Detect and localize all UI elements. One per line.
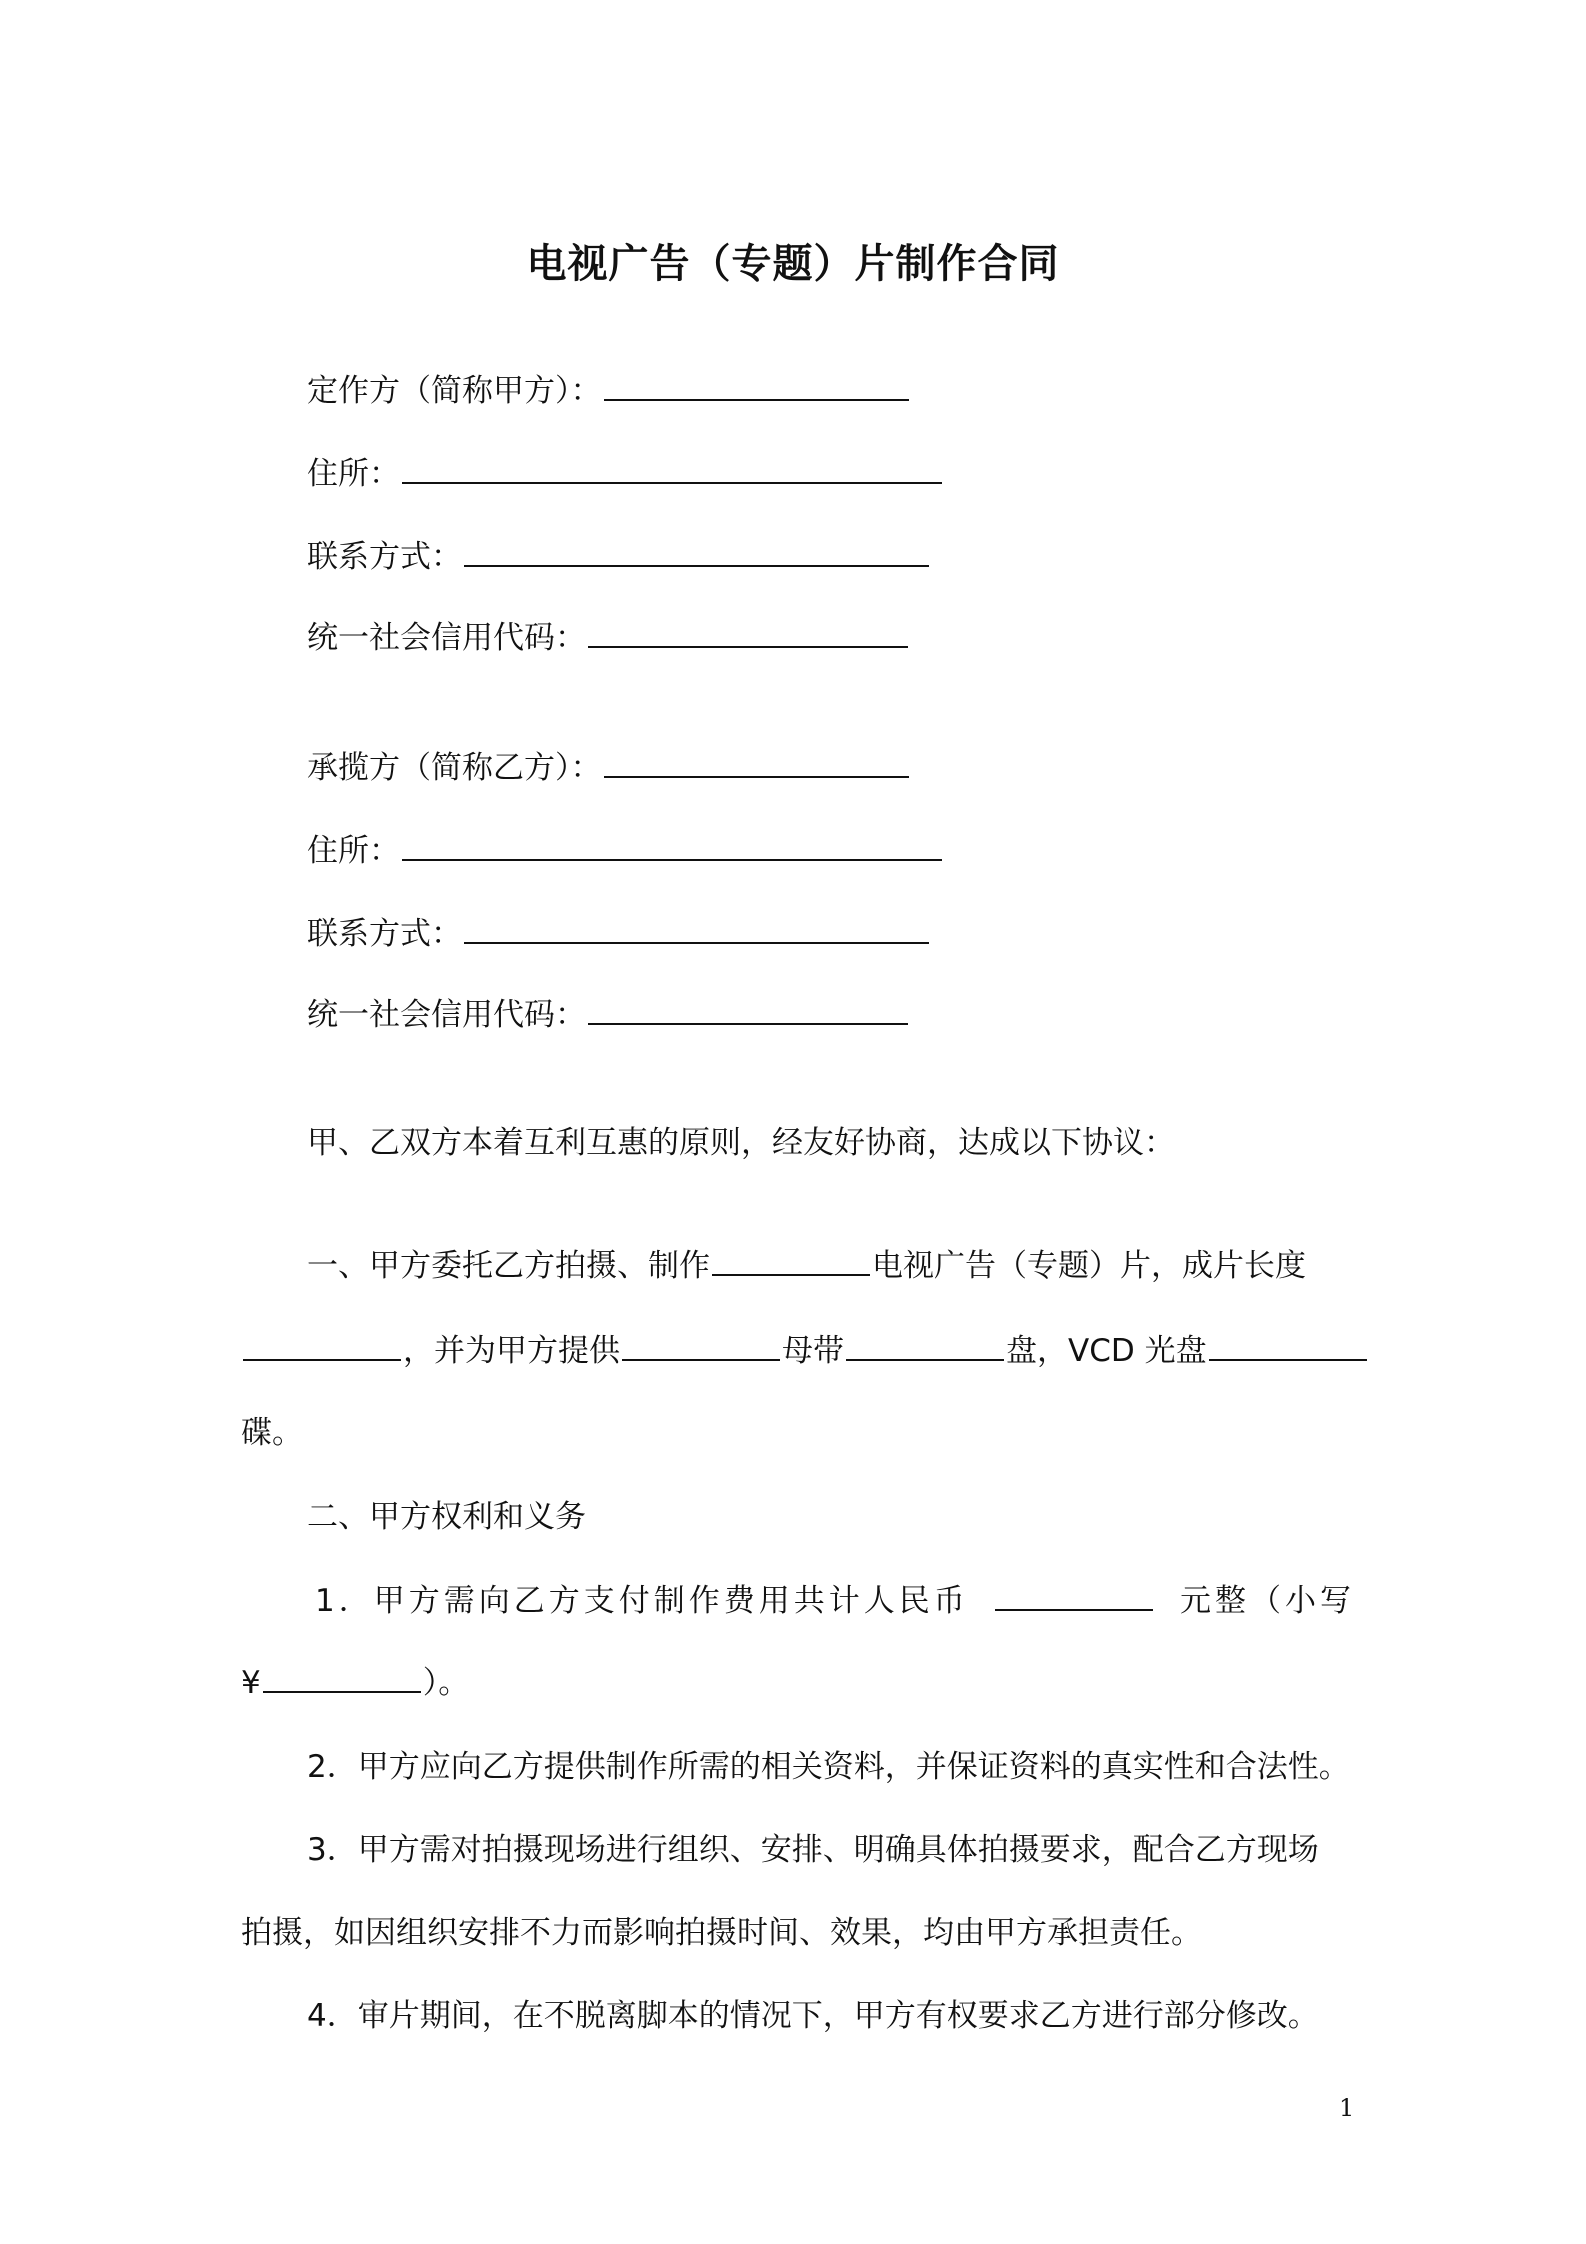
party-a-address-line <box>307 452 944 496</box>
clause2-item1-text-1: 1．甲方需向乙方支付制作费用共计人民币 <box>315 1583 969 1619</box>
party-b-credit-code-line <box>307 993 910 1037</box>
party-b-address-line <box>307 829 944 873</box>
clause1-line3: 碟。 <box>241 1415 303 1451</box>
clause2-item1-line1 <box>315 1579 1355 1623</box>
party-b-contact-blank <box>464 912 929 944</box>
party-a-name-line <box>307 369 911 413</box>
party-b-name-blank <box>604 746 909 778</box>
party-a-address-label: 住所： <box>307 456 400 492</box>
party-a-credit-code-label: 统一社会信用代码： <box>307 620 586 656</box>
party-a-credit-code-blank <box>588 616 908 648</box>
clause2-item1-line2 <box>241 1661 469 1705</box>
party-b-contact-label: 联系方式： <box>307 916 462 952</box>
preamble: 甲、乙双方本着互利互惠的原则，经友好协商，达成以下协议： <box>307 1125 1175 1161</box>
party-a-name-label: 定作方（简称甲方）： <box>307 373 602 409</box>
party-b-address-label: 住所： <box>307 833 400 869</box>
party-a-name-blank <box>604 369 909 401</box>
party-b-credit-code-label: 统一社会信用代码： <box>307 997 586 1033</box>
clause1-text-2: 电视广告（专题）片，成片长度 <box>872 1248 1306 1284</box>
clause1-work-name-blank <box>712 1244 870 1276</box>
clause1-master-tape-blank <box>846 1329 1004 1361</box>
document-title: 电视广告（专题）片制作合同 <box>526 241 1060 287</box>
clause2-item2: 2．甲方应向乙方提供制作所需的相关资料，并保证资料的真实性和合法性。 <box>307 1749 1350 1785</box>
clause1-provide-blank <box>622 1329 780 1361</box>
party-b-name-label: 承揽方（简称乙方）： <box>307 750 602 786</box>
clause2-fee-blank <box>995 1579 1153 1611</box>
clause1-text-1: 一、甲方委托乙方拍摄、制作 <box>307 1248 710 1284</box>
clause2-item1-text-2: 元整（小写 <box>1179 1583 1355 1619</box>
party-a-contact-label: 联系方式： <box>307 539 462 575</box>
clause1-line1 <box>307 1244 1306 1288</box>
party-a-contact-blank <box>464 535 929 567</box>
party-b-contact-line <box>307 912 931 956</box>
party-b-address-blank <box>402 829 942 861</box>
clause1-vcd-blank <box>1209 1329 1367 1361</box>
clause1-text-4: 母带 <box>782 1333 844 1369</box>
clause1-text-3: ，并为甲方提供 <box>403 1333 620 1369</box>
party-a-contact-line <box>307 535 931 579</box>
party-b-credit-code-blank <box>588 993 908 1025</box>
clause2-fee-number-blank <box>263 1661 421 1693</box>
clause1-line2 <box>241 1329 1369 1373</box>
clause1-text-5: 盘，VCD 光盘 <box>1006 1333 1207 1369</box>
party-b-name-line <box>307 746 911 790</box>
clause2-item1-text-3: ¥ <box>241 1665 261 1701</box>
clause2-item3-line2: 拍摄，如因组织安排不力而影响拍摄时间、效果，均由甲方承担责任。 <box>241 1915 1202 1951</box>
party-a-address-blank <box>402 452 942 484</box>
clause2-item4: 4．审片期间，在不脱离脚本的情况下，甲方有权要求乙方进行部分修改。 <box>307 1998 1319 2034</box>
clause2-heading: 二、甲方权利和义务 <box>307 1499 586 1535</box>
page-number: 1 <box>1339 2094 1355 2122</box>
clause1-length-blank <box>243 1329 401 1361</box>
clause2-item3-line1: 3．甲方需对拍摄现场进行组织、安排、明确具体拍摄要求，配合乙方现场 <box>307 1832 1319 1868</box>
party-a-credit-code-line <box>307 616 910 660</box>
clause2-item1-text-4: ）。 <box>422 1665 470 1701</box>
